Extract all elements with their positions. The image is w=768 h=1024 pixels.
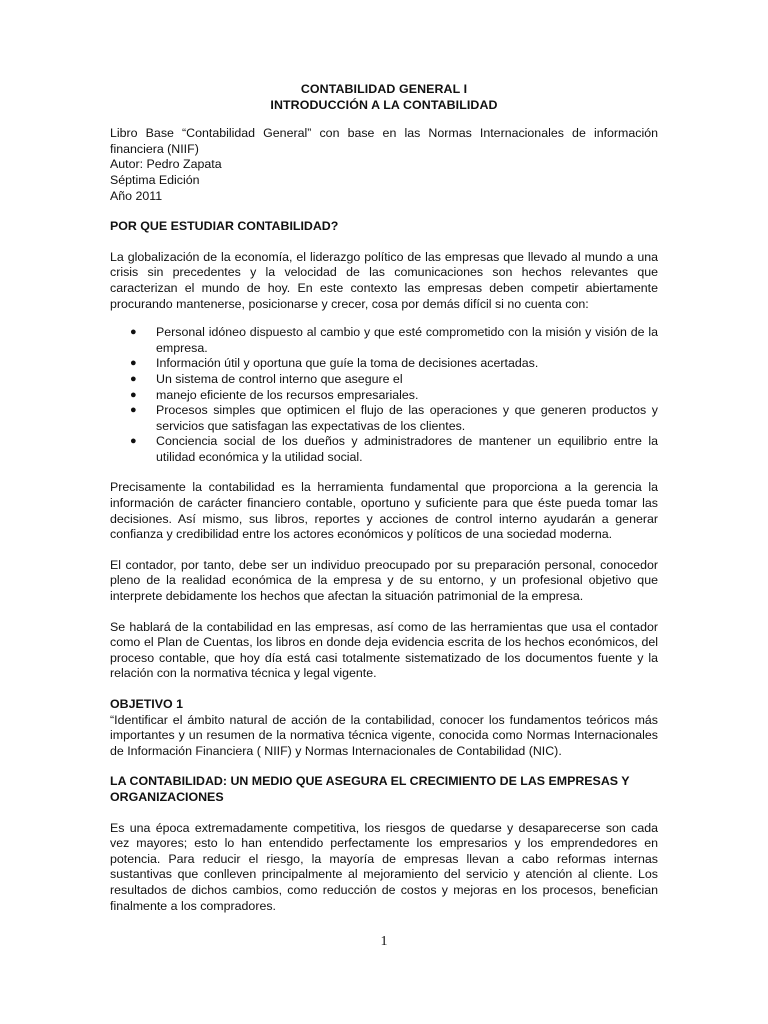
body-paragraph: El contador, por tanto, debe ser un individuo preocupado por su preparación personal, conocedor pleno de la realidad económica de la empresa y de su entorno, y un profesional objetivo que interprete debidamente los hechos que afectan la situación patrimonial de la empresa. bbox=[110, 557, 658, 604]
bullet-icon: ● bbox=[130, 326, 137, 339]
page-number: 1 bbox=[380, 934, 388, 949]
list-item-text: manejo eficiente de los recursos empresariales. bbox=[156, 387, 419, 402]
list-item bbox=[110, 434, 658, 465]
section-intro-paragraph: La globalización de la economía, el liderazgo político de las empresas que llevado al mundo a una crisis sin precedentes y la velocidad de las comunicaciones son hechos relevantes que caracterizan el mundo de hoy. En este contexto las empresas deben competir abiertamente procurando mantenerse, posicionarse y crecer, cosa por demás difícil si no cuenta con: bbox=[110, 249, 658, 311]
book-reference: Libro Base “Contabilidad General” con base en las Normas Internacionales de información financiera (NIIF) bbox=[110, 126, 658, 156]
list-item bbox=[110, 372, 658, 388]
bullet-icon: ● bbox=[130, 388, 137, 401]
list-item bbox=[110, 388, 658, 404]
objective-text: “Identificar el ámbito natural de acción de la contabilidad, conocer los fundamentos teóricos más importantes y un resumen de la normativa técnica vigente, conocida como Normas Internacionales de Información Financiera ( NIIF) y Normas Internacionales de Contabilidad (NIC). bbox=[110, 712, 658, 758]
list-item-text: Un sistema de control interno que asegure el bbox=[156, 371, 403, 386]
list-item-text: Conciencia social de los dueños y administradores de mantener un equilibrio entre la utilidad económica y la utilidad social. bbox=[156, 434, 658, 464]
book-edition: Séptima Edición bbox=[110, 172, 200, 187]
body-paragraph: Se hablará de la contabilidad en las empresas, así como de las herramientas que usa el contador como el Plan de Cuentas, los libros en donde deja evidencia escrita de los hechos económicos, del proceso contable, que hoy día está casi totalmente sistematizado de los documentos fuente y la relación con la normativa técnica y legal vigente. bbox=[110, 619, 658, 681]
list-item bbox=[110, 403, 658, 434]
section-heading-why-study: POR QUE ESTUDIAR CONTABILIDAD? bbox=[110, 219, 339, 234]
list-item-text: Procesos simples que optimicen el flujo de las operaciones y que generen productos y servicios que satisfagan las expectativas de los clientes. bbox=[156, 403, 658, 433]
bullet-icon: ● bbox=[130, 404, 137, 417]
list-item-text: Personal idóneo dispuesto al cambio y que esté comprometido con la misión y visión de la empresa. bbox=[156, 325, 658, 355]
requirements-list bbox=[110, 325, 658, 465]
document-subtitle: INTRODUCCIÓN A LA CONTABILIDAD bbox=[270, 97, 498, 112]
bullet-icon: ● bbox=[130, 357, 137, 370]
body-paragraph: Es una época extremadamente competitiva, los riesgos de quedarse y desaparecerse son cada vez mayores; esto lo han entendido perfectamente los empresarios y los emprendedores en potencia. Para reducir el riesgo, la mayoría de empresas llevan a cabo reformas internas sustantivas que conlleven principalmente al mejoramiento del servicio y atención al cliente. Los resultados de dichos cambios, como reducción de costos y mejoras en los procesos, benefician finalmente a los compradores. bbox=[110, 820, 658, 913]
list-item-text: Información útil y oportuna que guíe la toma de decisiones acertadas. bbox=[156, 356, 539, 371]
document-title: CONTABILIDAD GENERAL I bbox=[300, 82, 468, 96]
list-item bbox=[110, 356, 658, 372]
bullet-icon: ● bbox=[130, 435, 137, 448]
list-item bbox=[110, 325, 658, 356]
document-page bbox=[110, 82, 658, 914]
book-year: Año 2011 bbox=[110, 188, 163, 203]
book-author: Autor: Pedro Zapata bbox=[110, 157, 222, 172]
book-info bbox=[110, 126, 658, 204]
objective-heading: OBJETIVO 1 bbox=[110, 697, 183, 711]
section-heading-growth: LA CONTABILIDAD: UN MEDIO QUE ASEGURA EL CRECIMIENTO DE LAS EMPRESAS Y ORGANIZACIONES bbox=[110, 774, 630, 804]
body-paragraph: Precisamente la contabilidad es la herramienta fundamental que proporciona a la gerencia la información de carácter financiero contable, oportuno y suficiente para que éste pueda tomar las decisiones. Así mismo, sus libros, reportes y acciones de control interno ayudarán a generar confianza y credibilidad entre los actores económicos y políticos de una sociedad moderna. bbox=[110, 480, 658, 542]
bullet-icon: ● bbox=[130, 372, 137, 385]
